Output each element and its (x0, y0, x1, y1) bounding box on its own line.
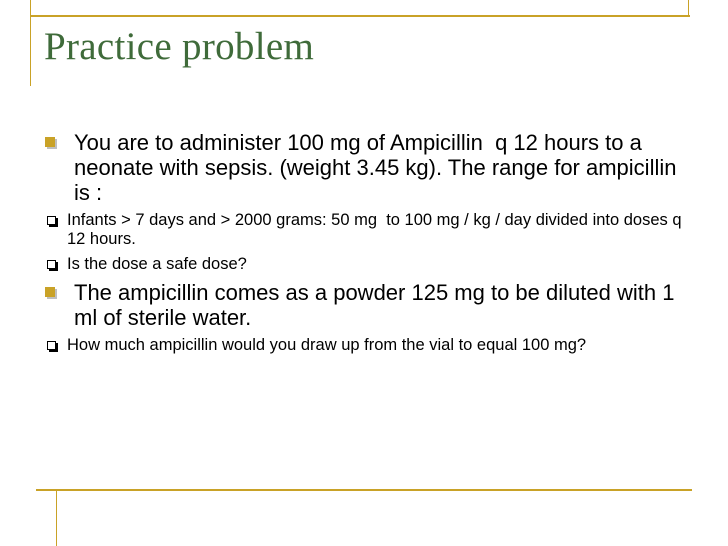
frame-bottom-left-line (56, 489, 57, 546)
square-bullet-icon (45, 287, 55, 297)
sub-bullet-text: How much ampicillin would you draw up from the vial to equal 100 mg? (67, 336, 587, 354)
bullet-item (44, 130, 694, 205)
sub-bullet-item (44, 255, 694, 274)
sub-bullet-item (44, 211, 694, 249)
frame-bottom-line (36, 489, 692, 491)
hollow-square-bullet-icon (47, 341, 56, 350)
bullet-text: You are to administer 100 mg of Ampicillin q 12 hours to a neonate with sepsis. (weight 3.45 kg). The range for ampicillin is : (74, 130, 683, 205)
sub-bullet-text: Is the dose a safe dose? (67, 255, 247, 273)
sub-bullet-list (44, 211, 694, 274)
frame-top-line (30, 15, 690, 17)
square-bullet-icon (45, 137, 55, 147)
hollow-square-bullet-icon (47, 260, 56, 269)
slide-title: Practice problem (44, 25, 315, 68)
sub-bullet-item (44, 336, 694, 355)
sub-bullet-list (44, 336, 694, 355)
sub-bullet-text: Infants > 7 days and > 2000 grams: 50 mg to 100 mg / kg / day divided into doses q 12 hours. (67, 211, 687, 248)
slide-body (44, 130, 694, 361)
frame-left-line (30, 0, 31, 86)
bullet-text: The ampicillin comes as a powder 125 mg to be diluted with 1 ml of sterile water. (74, 280, 681, 330)
hollow-square-bullet-icon (47, 216, 56, 225)
bullet-item (44, 280, 694, 330)
frame-top-right-line (688, 0, 689, 16)
